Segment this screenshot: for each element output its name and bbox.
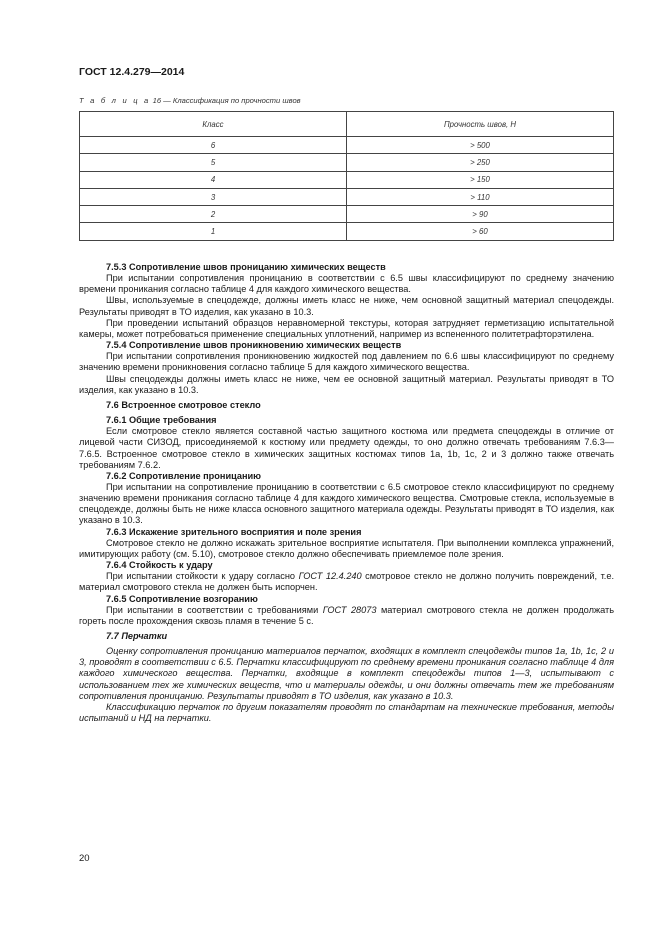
cell-strength: > 90 <box>347 206 614 223</box>
paragraph: Швы спецодежды должны иметь класс не ниже, чем ее основной защитный материал. Результаты приводят в ТО изделия, как указано в 10.3. <box>79 373 614 395</box>
section-heading-7-7: 7.7 Перчатки <box>106 631 168 641</box>
paragraph: При испытании сопротивления проницанию в соответствии с 6.5 швы классифицируют по среднему значению времени проникания согласно таблице 4 для каждого химического вещества. <box>79 273 614 295</box>
cell-class: 5 <box>80 154 347 171</box>
paragraph: При проведении испытаний образцов неравномерной текстуры, которая затрудняет герметизацию испытательной камеры, может потребоваться применение специальных уплотнений, например из вспененного политетрафторэтилена. <box>79 317 614 339</box>
paragraph-text: При испытании стойкости к удару согласно <box>106 571 299 582</box>
table-row <box>80 188 614 205</box>
paragraph: Смотровое стекло не должно искажать зрительное восприятие испытателя. При выполнении комплекса упражнений, имитирующих работу (см. 5.10), смотровое стекло должно обеспечивать приемлемое поле зрения. <box>79 537 614 559</box>
cell-strength: > 250 <box>347 154 614 171</box>
paragraph-text: смотровое стекло не должно получить повреждений, т.е. материал смотрового стекла не должен быть испорчен. <box>79 571 614 593</box>
paragraph-text: материал смотрового стекла не должен продолжать гореть после прохождения сквозь пламя в течение 5 с. <box>79 604 614 626</box>
table-row <box>80 154 614 171</box>
paragraph: При испытании сопротивления проникновению жидкостей под давлением по 6.6 швы классифицируют по среднему значению времени проникновения согласно таблице 5 для каждого химического вещества. <box>79 351 614 373</box>
paragraph-text: При испытании в соответствии с требованиями <box>106 604 323 615</box>
paragraph: Оценку сопротивления проницанию материалов перчаток, входящих в комплект спецодежды типов 1а, 1b, 1с, 2 и 3, проводят в соответствии с 6.5. Перчатки классифицируют по среднему времени проникания согласно таблице 4 для каждого химического вещества. Перчатки, входящие в комплект спецодежды типов 1—3, испытывают с использованием тех же химических веществ, что и материалы одежды, и они должны отвечать тем же требованиям сопротивления проницанию. Результаты приводят в ТО изделия, как указано в 10.3. <box>79 646 614 701</box>
section-heading-7-6: 7.6 Встроенное смотровое стекло <box>106 399 261 410</box>
document-code: ГОСТ 12.4.279—2014 <box>79 66 185 78</box>
section-heading-7-6-4: 7.6.4 Стойкость к удару <box>106 560 213 571</box>
cell-class: 4 <box>80 171 347 188</box>
cell-strength: > 500 <box>347 137 614 154</box>
standard-reference: ГОСТ 12.4.240 <box>298 571 362 582</box>
cell-strength: > 150 <box>347 171 614 188</box>
standard-reference: ГОСТ 28073 <box>322 604 377 615</box>
paragraph: Швы, используемые в спецодежде, должны иметь класс не ниже, чем основной защитный материал спецодежды. Результаты приводят в ТО изделия, как указано в 10.3. <box>79 295 614 317</box>
paragraph: При испытании на сопротивление проницанию в соответствии с 6.5 смотровое стекло классифицируют по среднему значению времени проникания согласно таблице 4 для каждого химического вещества. Смотровые стекла, используемые в спецодежде, должны быть не ниже класса основного защитного материала одежды. Результаты приводят в ТО изделия, как указано в 10.3. <box>79 481 614 526</box>
document-body <box>79 262 614 724</box>
column-header-class: Класс <box>80 112 347 137</box>
paragraph <box>79 605 614 627</box>
table-caption-text: 16 — Классификация по прочности швов <box>152 96 301 105</box>
section-heading-7-6-5: 7.6.5 Сопротивление возгоранию <box>106 593 258 604</box>
section-heading-7-5-3: 7.5.3 Сопротивление швов проницанию химических веществ <box>106 262 386 272</box>
cell-class: 3 <box>80 188 347 205</box>
column-header-strength: Прочность швов, Н <box>347 112 614 137</box>
paragraph: Классификацию перчаток по другим показателям проводят по стандартам на технические требования, методы испытаний и НД на перчатки. <box>79 701 614 724</box>
table-caption <box>79 96 301 105</box>
page-number: 20 <box>79 853 90 864</box>
seam-strength-table <box>79 111 614 241</box>
paragraph <box>79 571 614 593</box>
table-row <box>80 223 614 240</box>
section-heading-7-6-1: 7.6.1 Общие требования <box>106 415 217 426</box>
table-caption-label: Т а б л и ц а <box>79 96 151 105</box>
cell-class: 2 <box>80 206 347 223</box>
cell-class: 1 <box>80 223 347 240</box>
section-heading-7-6-2: 7.6.2 Сопротивление проницанию <box>106 470 262 481</box>
section-heading-7-6-3: 7.6.3 Искажение зрительного восприятия и поле зрения <box>106 526 362 537</box>
cell-strength: > 60 <box>347 223 614 240</box>
cell-strength: > 110 <box>347 188 614 205</box>
table-row <box>80 206 614 223</box>
section-heading-7-5-4: 7.5.4 Сопротивление швов проникновению химических веществ <box>106 340 402 351</box>
cell-class: 6 <box>80 137 347 154</box>
paragraph: Если смотровое стекло является составной частью защитного костюма или предмета спецодежды в отличие от лицевой части СИЗОД, присоединяемой к костюму или предмету одежды, то оно должно отвечать требованиям 7.6.3—7.6.5. Встроенное смотровое стекло в химических защитных костюмах типов 1а, 1b, 1с, 2 и 3 должно также отвечать требованиям 7.6.2. <box>79 426 614 470</box>
table-header-row <box>80 112 614 137</box>
table-row <box>80 171 614 188</box>
table-row <box>80 137 614 154</box>
